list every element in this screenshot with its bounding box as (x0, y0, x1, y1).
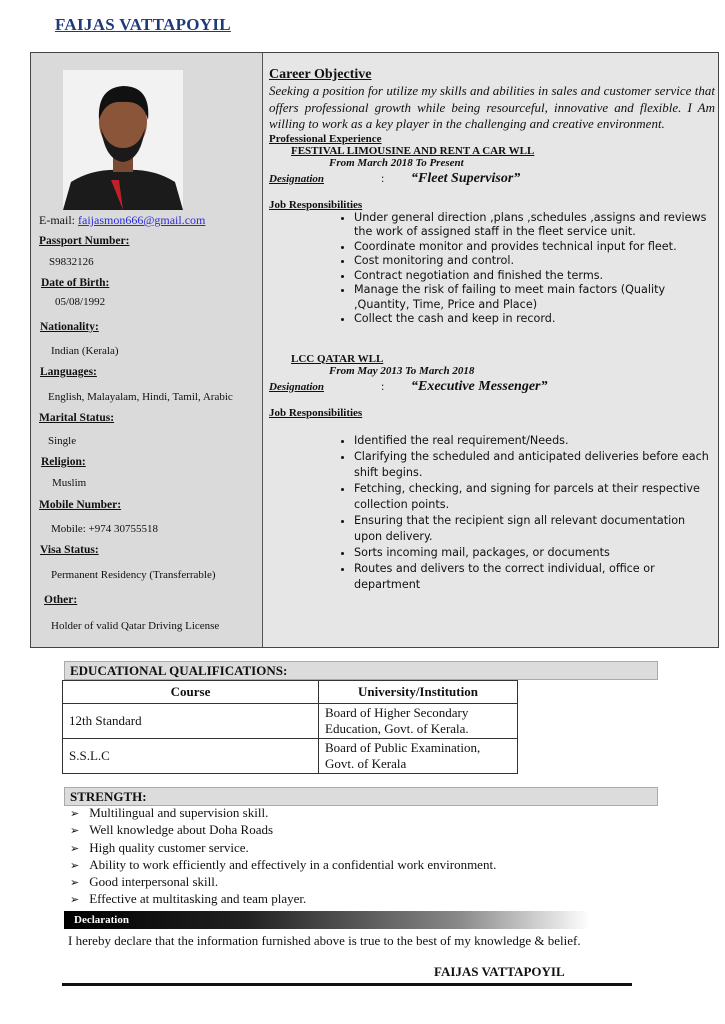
passport-value: S9832126 (49, 256, 94, 268)
list-item: ➢ Good interpersonal skill. (70, 874, 496, 891)
table-header-row (63, 681, 518, 704)
list-item: • Under general direction ,plans ,schedules ,assigns and reviews the work of assigned staff in the fleet service unit. (354, 211, 715, 240)
table-cell: Board of Public Examination, Govt. of Kerala (319, 739, 518, 774)
list-item: • Routes and delivers to the correct individual, office or department (354, 561, 715, 593)
list-item: • Cost monitoring and control. (354, 254, 715, 269)
company-name: FESTIVAL LIMOUSINE AND RENT A CAR WLL (291, 144, 535, 157)
list-item: • Ensuring that the recipient sign all relevant documentation upon delivery. (354, 513, 715, 545)
table-cell: S.S.L.C (63, 739, 319, 774)
visa-value: Permanent Residency (Transferrable) (51, 569, 216, 581)
nationality-label: Nationality: (40, 321, 99, 333)
column-header: University/Institution (319, 681, 518, 704)
table-row (63, 704, 518, 739)
table-cell: 12th Standard (63, 704, 319, 739)
list-item: • Manage the risk of failing to meet main factors (Quality ,Quantity, Time, Price and Place) (354, 283, 715, 312)
marital-value: Single (48, 435, 77, 447)
religion-value: Muslim (52, 477, 87, 489)
list-item: • Collect the cash and keep in record. (354, 312, 715, 327)
languages-label: Languages: (40, 366, 97, 378)
list-item: • Clarifying the scheduled and anticipated deliveries before each shift begins. (354, 449, 715, 481)
dob-label: Date of Birth: (41, 277, 110, 289)
table-cell: Board of Higher Secondary Education, Govt. of Kerala. (319, 704, 518, 739)
experience-column (269, 67, 715, 593)
table-row (63, 739, 518, 774)
marital-label: Marital Status: (39, 412, 115, 424)
email-link[interactable]: faijasmon666@gmail.com (78, 213, 206, 227)
responsibilities-list (269, 433, 715, 593)
colon: : (381, 378, 385, 393)
bottom-divider (62, 983, 632, 986)
list-item: ➢ Multilingual and supervision skill. (70, 805, 496, 822)
strength-heading: STRENGTH: (64, 787, 658, 806)
list-item: ➢ Well knowledge about Doha Roads (70, 822, 496, 839)
list-item: ➢ Ability to work efficiently and effectively in a confidential work environment. (70, 857, 496, 874)
email-line: E-mail: faijasmon666@gmail.com (39, 213, 206, 227)
designation-label: Designation (269, 172, 325, 185)
signature-name: FAIJAS VATTAPOYIL (434, 964, 565, 979)
religion-label: Religion: (41, 456, 86, 468)
list-item: ➢ Effective at multitasking and team player. (70, 891, 496, 908)
nationality-value: Indian (Kerala) (51, 345, 119, 357)
job-entry (269, 145, 715, 327)
personal-details-column (31, 53, 263, 647)
declaration-heading: Declaration (64, 911, 590, 929)
education-heading: EDUCATIONAL QUALIFICATIONS: (64, 661, 658, 680)
profile-photo (63, 70, 183, 210)
job-period: From March 2018 To Present (329, 156, 464, 169)
list-item: • Identified the real requirement/Needs. (354, 433, 715, 449)
designation-label: Designation (269, 380, 325, 393)
list-item: • Fetching, checking, and signing for parcels at their respective collection points. (354, 481, 715, 513)
job-responsibilities-heading: Job Responsibilities (269, 198, 363, 211)
education-table (62, 680, 518, 774)
declaration-text: I hereby declare that the information furnished above is true to the best of my knowledge & belief. (68, 933, 581, 948)
job-entry (269, 353, 715, 593)
designation-value: “Executive Messenger” (411, 378, 548, 394)
profile-box (30, 52, 719, 648)
other-value: Holder of valid Qatar Driving License (51, 620, 220, 632)
strength-list (70, 805, 496, 909)
mobile-label: Mobile Number: (39, 499, 122, 511)
job-responsibilities-heading: Job Responsibilities (269, 406, 363, 419)
resume-name-title: FAIJAS VATTAPOYIL (55, 15, 231, 34)
visa-label: Visa Status: (40, 544, 99, 556)
list-item: • Contract negotiation and finished the terms. (354, 269, 715, 284)
colon: : (381, 170, 385, 185)
professional-experience-heading: Professional Experience (269, 132, 382, 145)
responsibilities-list (269, 211, 715, 327)
list-item: • Sorts incoming mail, packages, or documents (354, 545, 715, 561)
languages-value: English, Malayalam, Hindi, Tamil, Arabic (48, 391, 233, 403)
designation-value: “Fleet Supervisor” (411, 170, 521, 186)
list-item: • Coordinate monitor and provides technical input for fleet. (354, 240, 715, 255)
passport-label: Passport Number: (39, 235, 130, 247)
company-name: LCC QATAR WLL (291, 352, 384, 365)
list-item: ➢ High quality customer service. (70, 840, 496, 857)
career-objective-text: Seeking a position for utilize my skills and abilities in sales and customer service that offers professional growth while being resourceful, innovative and flexible. I Am willing to work as a key player in the challenging and creative environment. (269, 83, 715, 131)
column-header: Course (63, 681, 319, 704)
job-period: From May 2013 To March 2018 (329, 364, 475, 377)
dob-value: 05/08/1992 (55, 296, 106, 308)
career-objective-heading: Career Objective (269, 67, 372, 82)
mobile-value: Mobile: +974 30755518 (51, 523, 159, 535)
other-label: Other: (44, 594, 78, 606)
